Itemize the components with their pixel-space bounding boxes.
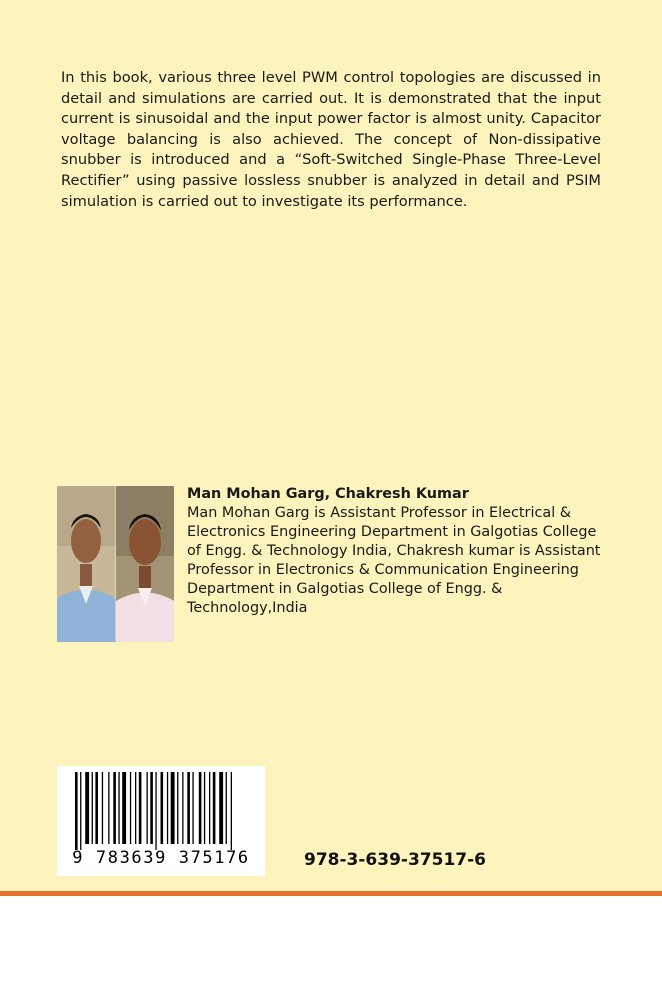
- barcode-bar: [102, 772, 103, 844]
- author-photo-2: [116, 486, 175, 642]
- barcode-bar: [108, 772, 109, 844]
- author-names: Man Mohan Garg, Chakresh Kumar: [187, 486, 469, 502]
- barcode-bar: [192, 772, 193, 844]
- book-description: In this book, various three level PWM control topologies are discussed in detail and simulations are carried out. It is demonstrated that the input current is sinusoidal and the input power factor is almost unity. Capacitor voltage balancing is also achieved. The concept of Non-dissipative snubber is introduced and a “Soft-Switched Single-Phase Three-Level Rectifier” using passive lossless snubber is analyzed in detail and PSIM simulation is carried out to investigate its performance.: [61, 69, 601, 210]
- author-photo-1: [57, 486, 116, 642]
- barcode-bar: [219, 772, 223, 844]
- barcode-bar: [135, 772, 136, 844]
- barcode-bar: [95, 772, 98, 844]
- barcode-bar: [80, 772, 81, 850]
- barcode-bars: [57, 766, 265, 852]
- barcode-bar: [139, 772, 142, 844]
- author-bio: Man Mohan Garg is Assistant Professor in Electrical & Electronics Engineering Department in Galgotias College of Engg. & Technology India, Chakresh kumar is Assistant Professor in Electronics & Communication Engineering Department in Galgotias College of Engg. & Technology,India: [187, 505, 601, 616]
- barcode-bar: [213, 772, 216, 844]
- barcode-bar: [85, 772, 89, 844]
- barcode-bar: [199, 772, 202, 844]
- barcode-bar: [150, 772, 153, 844]
- barcode-bar: [118, 772, 119, 844]
- barcode-bar: [226, 772, 227, 844]
- barcode-digits: 9 783639 375176: [72, 848, 250, 868]
- barcode-bar: [113, 772, 116, 844]
- barcode-bar: [209, 772, 210, 844]
- barcode-bar: [155, 772, 156, 850]
- bottom-margin: [0, 896, 662, 993]
- author-info: [187, 485, 607, 618]
- barcode: [57, 766, 265, 876]
- barcode-bar: [204, 772, 205, 844]
- barcode-bar: [182, 772, 183, 844]
- barcode-bar: [187, 772, 190, 844]
- barcode-bar: [130, 772, 131, 844]
- barcode-bar: [147, 772, 148, 844]
- author-photos: [57, 486, 174, 642]
- barcode-bar: [161, 772, 164, 844]
- isbn-number: 978-3-639-37517-6: [304, 850, 486, 870]
- barcode-bar: [167, 772, 168, 844]
- barcode-bar: [231, 772, 232, 850]
- barcode-bar: [75, 772, 78, 850]
- barcode-bar: [177, 772, 178, 844]
- barcode-bar: [122, 772, 126, 844]
- barcode-bar: [171, 772, 175, 844]
- barcode-bar: [92, 772, 93, 844]
